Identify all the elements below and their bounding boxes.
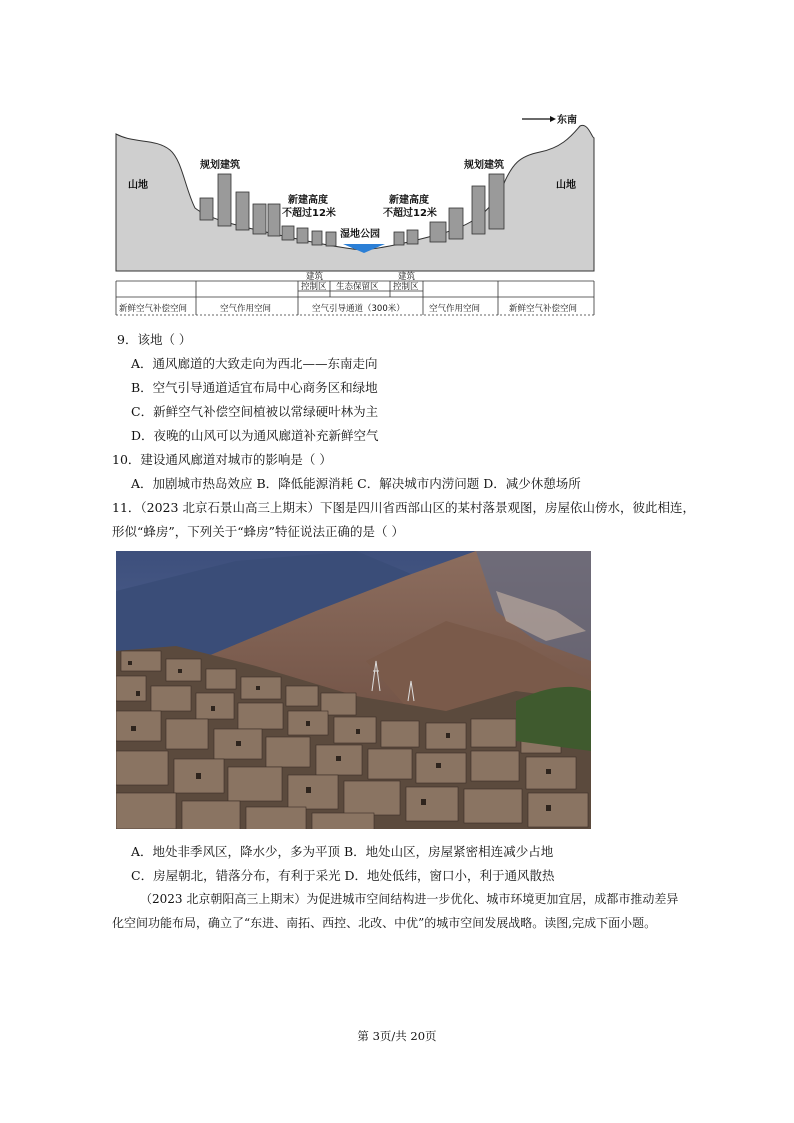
question-10-stem: 10．建设通风廊道对城市的影响是（ ） <box>112 452 332 467</box>
height-limit-right-line1: 新建高度 <box>389 195 429 206</box>
zone-fresh-air-left: 新鲜空气补偿空间 <box>119 304 188 314</box>
question-9-option-c: C．新鲜空气补偿空间植被以常绿硬叶林为主 <box>131 404 379 419</box>
control-right-line1: 建筑 <box>398 272 416 282</box>
height-limit-right-line2: 不超过12米 <box>383 208 437 219</box>
question-9-option-a: A．通风廊道的大致走向为西北——东南走向 <box>131 356 378 371</box>
question-10-options: A．加剧城市热岛效应 B．降低能源消耗 C．解决城市内涝问题 D．减少休憩场所 <box>131 476 581 491</box>
zone-air-action-right: 空气作用空间 <box>429 304 481 314</box>
question-9-option-d: D．夜晚的山风可以为通风廊道补充新鲜空气 <box>131 428 379 443</box>
mountain-right-label: 山地 <box>556 180 576 191</box>
intro-paragraph-line1: （2023 北京朝阳高三上期末）为促进城市空间结构进一步优化、城市环境更加宜居，成都市推动差异 <box>140 892 679 906</box>
direction-label: 东南 <box>557 115 577 126</box>
intro-paragraph-line2: 化空间功能布局，确立了“东进、南拓、西控、北改、中优”的城市空间发展战略。读图,完成下面小题。 <box>112 916 657 930</box>
question-9-option-b: B．空气引导通道适宜布局中心商务区和绿地 <box>131 380 378 395</box>
page-number: 第 3页/共 20页 <box>357 1029 437 1043</box>
planned-building-left-label: 规划建筑 <box>200 160 240 171</box>
direction-arrow <box>522 116 556 122</box>
control-left-line1: 建筑 <box>306 272 324 282</box>
height-limit-left-line1: 新建高度 <box>288 195 328 206</box>
zone-air-guide-channel: 空气引导通道（300米） <box>312 304 405 314</box>
question-11-stem-line1: 11．（2023 北京石景山高三上期末）下图是四川省西部山区的某村落景观图，房屋依山傍水，彼此相连， <box>112 500 695 515</box>
zone-fresh-air-right: 新鲜空气补偿空间 <box>509 304 578 314</box>
control-right-line2: 控制区 <box>393 282 419 292</box>
mountain-valley-profile <box>116 125 594 271</box>
question-11-options-line2: C．房屋朝北，错落分布，有利于采光 D．地处低纬，窗口小，利于通风散热 <box>131 868 555 883</box>
question-11-stem-line2: 形似“蜂房”，下列关于“蜂房”特征说法正确的是（ ） <box>112 524 405 539</box>
village-landscape-photo <box>116 551 591 829</box>
zone-air-action-left: 空气作用空间 <box>220 304 272 314</box>
eco-reserve-label: 生态保留区 <box>336 282 379 292</box>
ventilation-corridor-diagram <box>100 108 610 323</box>
mountain-left-label: 山地 <box>128 180 148 191</box>
planned-building-right-label: 规划建筑 <box>464 160 504 171</box>
height-limit-left-line2: 不超过12米 <box>282 208 336 219</box>
control-left-line2: 控制区 <box>301 282 327 292</box>
wetland-label: 湿地公园 <box>340 229 380 240</box>
question-11-options-line1: A．地处非季风区，降水少，多为平顶 B．地处山区，房屋紧密相连减少占地 <box>131 844 554 859</box>
question-9-stem: 9．该地（ ） <box>117 332 192 347</box>
